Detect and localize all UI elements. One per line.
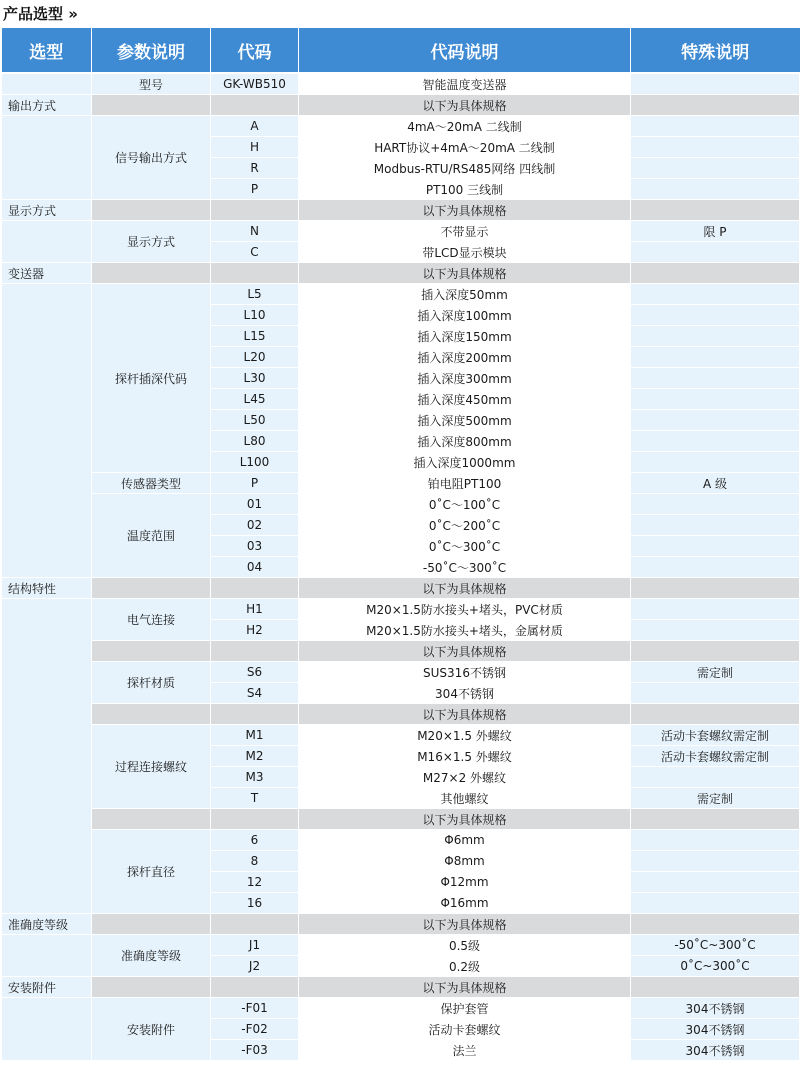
code-cell: 12 (211, 872, 299, 893)
code-cell: J2 (211, 956, 299, 977)
spec-blank (211, 200, 299, 221)
parameter-name: 显示方式 (92, 221, 211, 263)
code-cell: 16 (211, 893, 299, 914)
spec-blank (631, 704, 800, 725)
table-row (2, 830, 800, 851)
section-title: 安装附件 (2, 977, 92, 998)
special-cell (631, 830, 800, 851)
table-row (2, 599, 800, 620)
special-cell: -50˚C~300˚C (631, 935, 800, 956)
special-cell (631, 557, 800, 578)
code-cell: M3 (211, 767, 299, 788)
parameter-name: 探杆插深代码 (92, 284, 211, 473)
code-cell: M1 (211, 725, 299, 746)
spec-blank (211, 914, 299, 935)
spec-blank (211, 704, 299, 725)
spec-blank (92, 914, 211, 935)
spec-row (2, 704, 800, 725)
table-row (2, 473, 800, 494)
code-desc-cell: 其他螺纹 (299, 788, 631, 809)
code-desc-cell: 插入深度100mm (299, 305, 631, 326)
spec-row (2, 641, 800, 662)
code-cell: 6 (211, 830, 299, 851)
spec-note: 以下为具体规格 (299, 809, 631, 830)
special-cell (631, 599, 800, 620)
code-desc-cell: 不带显示 (299, 221, 631, 242)
table-row (2, 116, 800, 137)
section-header-row (2, 977, 800, 998)
model-row (2, 73, 800, 95)
special-cell: 限 P (631, 221, 800, 242)
header-selection: 选型 (2, 28, 92, 73)
model-special (631, 73, 800, 95)
parameter-name: 电气连接 (92, 599, 211, 641)
special-cell: 0˚C~300˚C (631, 956, 800, 977)
code-cell: H2 (211, 620, 299, 641)
spec-blank (631, 200, 800, 221)
special-cell (631, 368, 800, 389)
special-cell (631, 536, 800, 557)
section-blank (2, 935, 92, 977)
spec-note: 以下为具体规格 (299, 641, 631, 662)
special-cell (631, 515, 800, 536)
code-desc-cell: 0˚C～100˚C (299, 494, 631, 515)
header-code: 代码 (211, 28, 299, 73)
model-desc: 智能温度变送器 (299, 73, 631, 95)
code-desc-cell: -50˚C～300˚C (299, 557, 631, 578)
header-parameter: 参数说明 (92, 28, 211, 73)
spec-blank (92, 641, 211, 662)
code-cell: C (211, 242, 299, 263)
code-cell: P (211, 473, 299, 494)
special-cell (631, 851, 800, 872)
code-desc-cell: M20×1.5 外螺纹 (299, 725, 631, 746)
special-cell: 需定制 (631, 662, 800, 683)
code-desc-cell: 插入深度800mm (299, 431, 631, 452)
special-cell (631, 872, 800, 893)
special-cell (631, 137, 800, 158)
code-desc-cell: HART协议+4mA～20mA 二线制 (299, 137, 631, 158)
special-cell (631, 494, 800, 515)
table-row (2, 935, 800, 956)
code-desc-cell: SUS316不锈钢 (299, 662, 631, 683)
spec-blank (211, 95, 299, 116)
parameter-name: 过程连接螺纹 (92, 725, 211, 809)
special-cell (631, 452, 800, 473)
spec-blank (92, 263, 211, 284)
code-cell: L100 (211, 452, 299, 473)
parameter-name: 安装附件 (92, 998, 211, 1061)
spec-blank (92, 578, 211, 599)
code-desc-cell: 插入深度50mm (299, 284, 631, 305)
code-cell: L45 (211, 389, 299, 410)
code-desc-cell: 0˚C～200˚C (299, 515, 631, 536)
code-desc-cell: 插入深度1000mm (299, 452, 631, 473)
parameter-name: 准确度等级 (92, 935, 211, 977)
page-title: 产品选型 » (3, 5, 78, 23)
code-cell: L30 (211, 368, 299, 389)
special-cell (631, 116, 800, 137)
code-desc-cell: Φ12mm (299, 872, 631, 893)
spec-blank (631, 977, 800, 998)
code-desc-cell: 插入深度150mm (299, 326, 631, 347)
special-cell: A 级 (631, 473, 800, 494)
special-cell (631, 179, 800, 200)
table-row (2, 998, 800, 1019)
code-cell: L5 (211, 284, 299, 305)
spec-note: 以下为具体规格 (299, 200, 631, 221)
code-desc-cell: 带LCD显示模块 (299, 242, 631, 263)
model-blank (2, 73, 92, 95)
special-cell (631, 158, 800, 179)
code-desc-cell: Φ6mm (299, 830, 631, 851)
section-title: 结构特性 (2, 578, 92, 599)
spec-blank (631, 809, 800, 830)
special-cell (631, 767, 800, 788)
table-header-row (2, 28, 800, 73)
spec-note: 以下为具体规格 (299, 977, 631, 998)
code-desc-cell: 0˚C～300˚C (299, 536, 631, 557)
code-cell: 04 (211, 557, 299, 578)
spec-note: 以下为具体规格 (299, 578, 631, 599)
code-desc-cell: 插入深度500mm (299, 410, 631, 431)
code-desc-cell: 0.2级 (299, 956, 631, 977)
code-cell: P (211, 179, 299, 200)
code-desc-cell: M20×1.5防水接头+堵头，PVC材质 (299, 599, 631, 620)
code-cell: H (211, 137, 299, 158)
code-desc-cell: Φ16mm (299, 893, 631, 914)
spec-blank (631, 914, 800, 935)
section-header-row (2, 914, 800, 935)
code-cell: N (211, 221, 299, 242)
code-desc-cell: 插入深度200mm (299, 347, 631, 368)
special-cell (631, 284, 800, 305)
parameter-name: 传感器类型 (92, 473, 211, 494)
header-special: 特殊说明 (631, 28, 800, 73)
special-cell (631, 305, 800, 326)
header-code-desc: 代码说明 (299, 28, 631, 73)
code-cell: L50 (211, 410, 299, 431)
code-cell: -F03 (211, 1040, 299, 1061)
section-blank (2, 599, 92, 914)
code-cell: 03 (211, 536, 299, 557)
spec-blank (211, 809, 299, 830)
section-blank (2, 998, 92, 1061)
table-row (2, 221, 800, 242)
code-cell: L20 (211, 347, 299, 368)
section-title: 显示方式 (2, 200, 92, 221)
code-desc-cell: 法兰 (299, 1040, 631, 1061)
spec-note: 以下为具体规格 (299, 95, 631, 116)
table-body (2, 73, 800, 1061)
special-cell: 304不锈钢 (631, 1019, 800, 1040)
special-cell (631, 410, 800, 431)
special-cell: 活动卡套螺纹需定制 (631, 725, 800, 746)
code-cell: H1 (211, 599, 299, 620)
spec-blank (92, 95, 211, 116)
parameter-name: 温度范围 (92, 494, 211, 578)
special-cell: 304不锈钢 (631, 1040, 800, 1061)
spec-blank (211, 977, 299, 998)
code-cell: T (211, 788, 299, 809)
code-desc-cell: Modbus-RTU/RS485网络 四线制 (299, 158, 631, 179)
code-cell: L10 (211, 305, 299, 326)
spec-blank (211, 263, 299, 284)
section-blank (2, 116, 92, 200)
special-cell (631, 893, 800, 914)
spec-blank (211, 578, 299, 599)
code-desc-cell: 铂电阻PT100 (299, 473, 631, 494)
code-desc-cell: 插入深度300mm (299, 368, 631, 389)
special-cell: 需定制 (631, 788, 800, 809)
special-cell: 304不锈钢 (631, 998, 800, 1019)
special-cell (631, 347, 800, 368)
spec-blank (631, 578, 800, 599)
code-cell: 8 (211, 851, 299, 872)
code-cell: 01 (211, 494, 299, 515)
code-desc-cell: 0.5级 (299, 935, 631, 956)
spec-note: 以下为具体规格 (299, 914, 631, 935)
special-cell (631, 431, 800, 452)
spec-note: 以下为具体规格 (299, 704, 631, 725)
code-cell: S4 (211, 683, 299, 704)
table-row (2, 494, 800, 515)
spec-note: 以下为具体规格 (299, 263, 631, 284)
model-code: GK-WB510 (211, 73, 299, 95)
code-desc-cell: 4mA～20mA 二线制 (299, 116, 631, 137)
code-cell: L15 (211, 326, 299, 347)
spec-blank (92, 809, 211, 830)
code-desc-cell: PT100 三线制 (299, 179, 631, 200)
code-cell: S6 (211, 662, 299, 683)
section-blank (2, 284, 92, 578)
special-cell (631, 683, 800, 704)
code-cell: L80 (211, 431, 299, 452)
section-title: 输出方式 (2, 95, 92, 116)
special-cell (631, 620, 800, 641)
code-cell: -F02 (211, 1019, 299, 1040)
spec-blank (211, 641, 299, 662)
section-header-row (2, 578, 800, 599)
section-header-row (2, 95, 800, 116)
special-cell (631, 242, 800, 263)
parameter-name: 探杆材质 (92, 662, 211, 704)
special-cell: 活动卡套螺纹需定制 (631, 746, 800, 767)
table-row (2, 662, 800, 683)
code-cell: A (211, 116, 299, 137)
spec-blank (631, 641, 800, 662)
parameter-name: 信号输出方式 (92, 116, 211, 200)
section-blank (2, 221, 92, 263)
spec-blank (631, 95, 800, 116)
spec-blank (631, 263, 800, 284)
table-row (2, 725, 800, 746)
selection-table (1, 28, 800, 1061)
code-cell: M2 (211, 746, 299, 767)
section-title: 变送器 (2, 263, 92, 284)
spec-blank (92, 977, 211, 998)
spec-blank (92, 704, 211, 725)
code-desc-cell: 304不锈钢 (299, 683, 631, 704)
section-header-row (2, 200, 800, 221)
code-desc-cell: M27×2 外螺纹 (299, 767, 631, 788)
code-cell: R (211, 158, 299, 179)
code-desc-cell: M20×1.5防水接头+堵头，金属材质 (299, 620, 631, 641)
code-desc-cell: M16×1.5 外螺纹 (299, 746, 631, 767)
code-desc-cell: Φ8mm (299, 851, 631, 872)
special-cell (631, 389, 800, 410)
spec-row (2, 809, 800, 830)
model-label: 型号 (92, 73, 211, 95)
code-desc-cell: 保护套管 (299, 998, 631, 1019)
section-title: 准确度等级 (2, 914, 92, 935)
spec-blank (92, 200, 211, 221)
code-desc-cell: 插入深度450mm (299, 389, 631, 410)
code-cell: J1 (211, 935, 299, 956)
special-cell (631, 326, 800, 347)
code-cell: -F01 (211, 998, 299, 1019)
code-desc-cell: 活动卡套螺纹 (299, 1019, 631, 1040)
code-cell: 02 (211, 515, 299, 536)
section-header-row (2, 263, 800, 284)
table-row (2, 284, 800, 305)
parameter-name: 探杆直径 (92, 830, 211, 914)
